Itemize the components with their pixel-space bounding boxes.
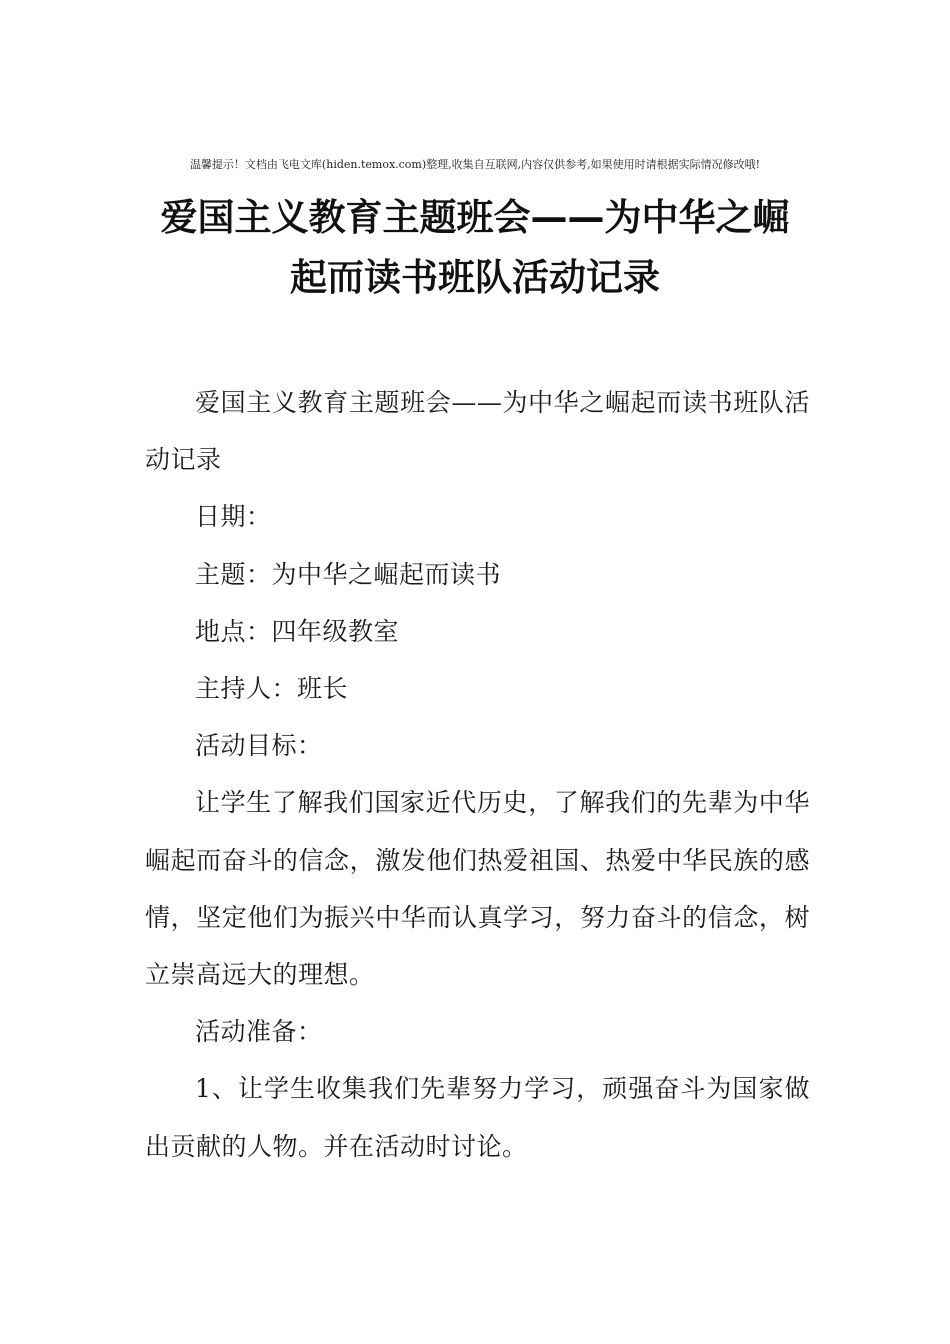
paragraph-date: 日期：: [195, 502, 272, 532]
download-notice: 温馨提示！文档由飞电文库(hiden.temox.com)整理,收集自互联网,内容仅供参考,如果使用时请根据实际情况修改哦!: [189, 158, 761, 171]
paragraph-preparation-item-1: 1、让学生收集我们先辈努力学习，顽强奋斗为国家做出贡献的人物。并在活动时讨论。: [145, 1074, 810, 1161]
document-title: [140, 188, 810, 308]
title-line-1: 爱国主义教育主题班会——为中华之崛: [160, 196, 790, 239]
paragraph-host: 主持人：班长: [195, 674, 349, 704]
paragraph-theme: 主题：为中华之崛起而读书: [195, 559, 502, 589]
paragraph-goals-text: 让学生了解我们国家近代历史，了解我们的先辈为中华崛起而奋斗的信念，激发他们热爱祖国、热爱中华民族的感情，坚定他们为振兴中华而认真学习，努力奋斗的信念，树立崇高远大的理想。: [145, 788, 810, 990]
paragraph-intro: 爱国主义教育主题班会——为中华之崛起而读书班队活动记录: [145, 388, 810, 475]
title-line-2: 起而读书班队活动记录: [290, 256, 660, 299]
document-body: [145, 374, 810, 1175]
paragraph-location: 地点：四年级教室: [195, 616, 400, 646]
paragraph-goals-heading: 活动目标：: [195, 731, 323, 761]
paragraph-preparation-heading: 活动准备：: [195, 1017, 323, 1047]
